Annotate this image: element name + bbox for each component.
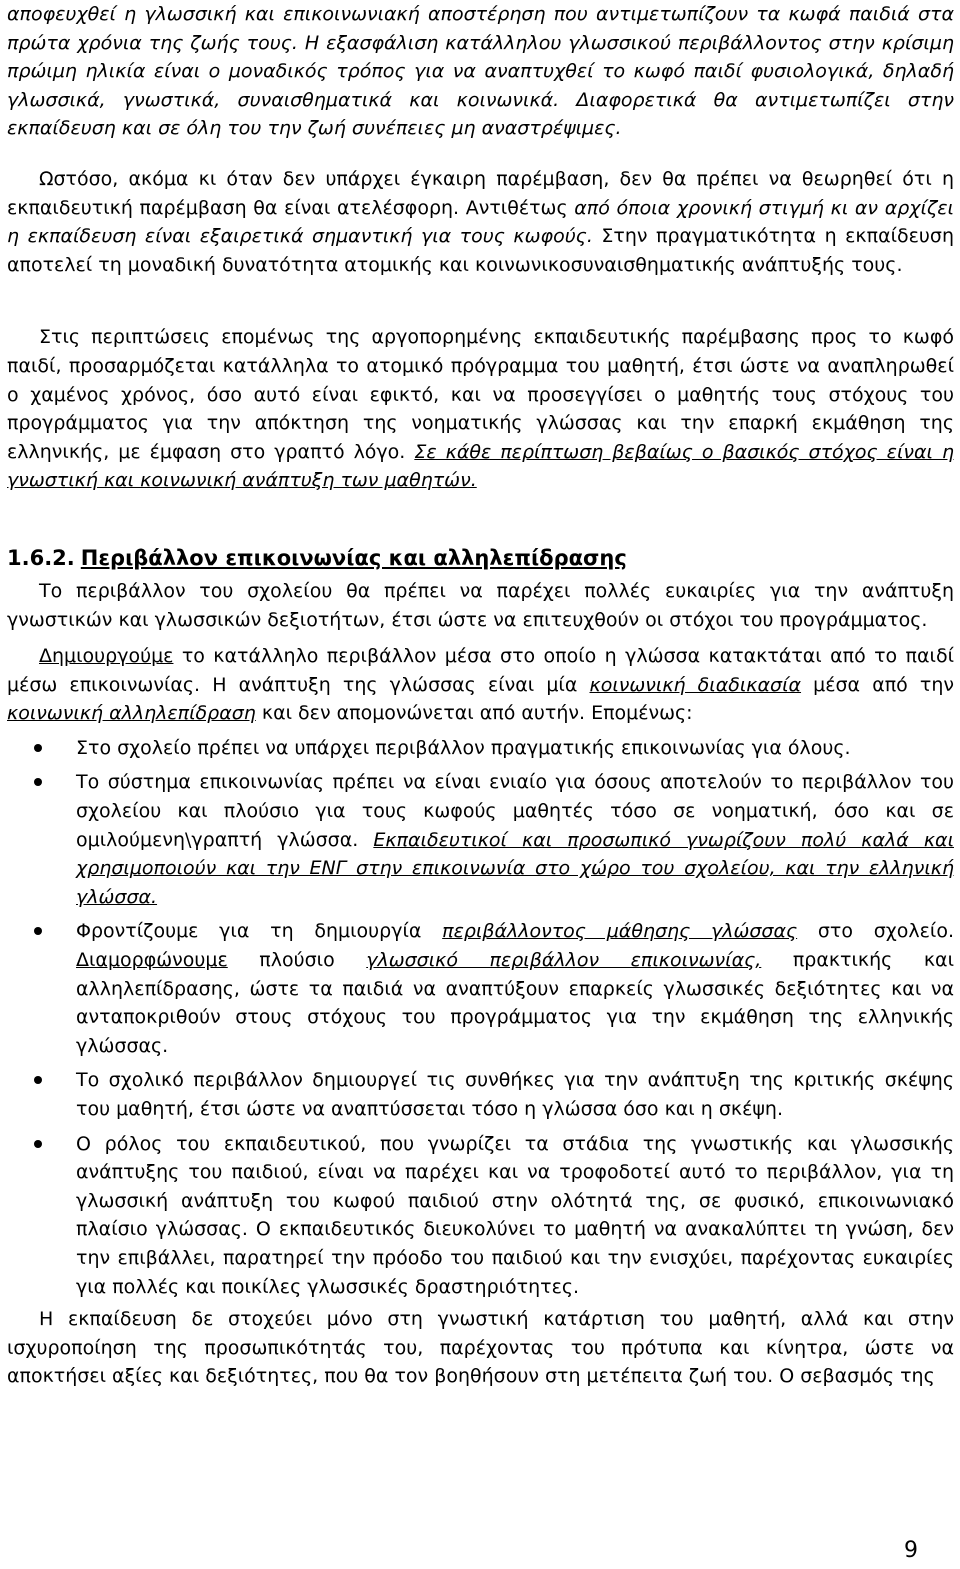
body-text: Το σχολικό περιβάλλον δημιουργεί τις συνθήκες για την ανάπτυξη της κριτικής σκέψης του μαθητή, έτσι ώστε να αναπτύσσεται τόσο η γλώσσα όσο και η σκέψη. (76, 1069, 954, 1120)
body-text: Το σύστημα επικοινωνίας πρέπει να είναι ενιαίο για όσους αποτελούν το περιβάλλον του σχολείου και πλούσιο για τους κωφούς μαθητές τόσο σε νοηματική, όσο και σε ομιλούμενη\γραπτή γλώσσα. (76, 771, 954, 851)
list-item (7, 917, 954, 1060)
body-text: Στην πραγματικότητα η εκπαίδευση αποτελεί τη μοναδική δυνατότητα ατομικής και κοινωνικοσυναισθηματικής ανάπτυξής τους. (7, 225, 954, 276)
section-heading (7, 543, 954, 573)
bullet-icon (34, 744, 42, 752)
bullet-icon (34, 1076, 42, 1084)
paragraph-intro (7, 0, 954, 143)
paragraph-intervention (7, 165, 954, 279)
paragraph-create-environment (7, 642, 954, 728)
paragraph-personality (7, 1305, 954, 1391)
section-number: 1.6.2. (7, 545, 75, 570)
body-text: στο σχολείο. (797, 920, 954, 943)
body-text: Η εκπαίδευση δε στοχεύει μόνο στη γνωστική κατάρτιση του μαθητή, αλλά και στην ισχυροποίηση της προσωπικότητάς του, παρέχοντας του πρότυπα και κίνητρα, ώστε να αποκτήσει αξίες και δεξιότητες, που θα τον βοηθήσουν στη μετέπειτα ζωή του. Ο σεβασμός της (7, 1308, 954, 1388)
list-item (7, 734, 954, 763)
underlined-text: Δημιουργούμε (39, 645, 174, 668)
body-text: Το περιβάλλον του σχολείου θα πρέπει να παρέχει πολλές ευκαιρίες για την ανάπτυξη γνωστικών και γλωσσικών δεξιοτήτων, έτσι ώστε να επιτευχθούν οι στόχοι του προγράμματος. (7, 579, 954, 631)
body-text: Φροντίζουμε για τη δημιουργία (76, 920, 443, 943)
page-number: 9 (904, 1538, 918, 1563)
bullet-icon (34, 1140, 42, 1148)
body-text: πλούσιο (227, 949, 367, 972)
paragraph-gap (7, 143, 954, 165)
underlined-emphasis-text: περιβάλλοντος μάθησης γλώσσας (442, 920, 798, 943)
underlined-emphasis-text: κοινωνική διαδικασία (589, 673, 802, 696)
body-text: και δεν απομονώνεται από αυτήν. Επομένως: (255, 702, 693, 725)
bullet-icon (34, 778, 42, 786)
body-text: Ο ρόλος του εκπαιδευτικού, που γνωρίζει τα στάδια της γνωστικής και γλωσσικής ανάπτυξης του παιδιού, είναι να παρέχει και να τροφοδοτεί αυτό το περιβάλλον, για τη γλωσσική ανάπτυξη του κωφού παιδιού στην ολότητά της, σε φυσικό, επικοινωνιακό πλαίσιο γλώσσας. Ο εκπαιδευτικός διευκολύνει το μαθητή να ανακαλύπτει τη γνώση, δεν την επιβάλλει, παρατηρεί την πρόοδο του παιδιού και την ενισχύει, παρέχοντας ευκαιρίες για πολλές και ποικίλες γλωσσικές δραστηριότητες. (76, 1132, 954, 1298)
list-item (7, 1130, 954, 1302)
underlined-emphasis-text: Εκπαιδευτικοί και προσωπικό γνωρίζουν πολύ καλά και χρησιμοποιούν και την ΕΝΓ στην επικοινωνία στο χώρο του σχολείου, και την ελληνική γλώσσα. (76, 828, 954, 908)
paragraph-school-environment (7, 577, 954, 634)
emphasis-text: από όποια χρονική στιγμή κι αν αρχίζει η εκπαίδευση είναι εξαιρετικά σημαντική για τους κωφούς. (7, 196, 954, 248)
paragraph-gap (7, 634, 954, 642)
section-title: Περιβάλλον επικοινωνίας και αλληλεπίδρασης (80, 545, 627, 570)
body-text: μέσα από την (801, 673, 954, 696)
underlined-emphasis-text: κοινωνική αλληλεπίδραση (7, 702, 256, 725)
paragraph-gap (7, 279, 954, 323)
body-text: το κατάλληλο περιβάλλον μέσα στο οποίο η γλώσσα κατακτάται από το παιδί μέσω επικοινωνίας. Η ανάπτυξη της γλώσσας είναι μία (7, 645, 954, 696)
body-text: Στο σχολείο πρέπει να υπάρχει περιβάλλον πραγματικής επικοινωνίας για όλους. (76, 736, 851, 759)
emphasis-text: αποφευχθεί η γλωσσική και επικοινωνιακή αποστέρηση που αντιμετωπίζουν τα κωφά παιδιά στα πρώτα χρόνια της ζωής τους. Η εξασφάλιση κατάλληλου γλωσσικού περιβάλλοντος στην κρίσιμη πρώιμη ηλικία είναι ο μοναδικός τρόπος για να αναπτυχθεί το κωφό παιδί φυσιολογικά, δηλαδή γλωσσικά, γνωστικά, συναισθηματικά και κοινωνικά. Διαφορετικά θα αντιμετωπίζει στην εκπαίδευση και σε όλη του την ζωή συνέπειες μη αναστρέψιμες. (7, 3, 954, 140)
section-gap (7, 495, 954, 539)
bullet-icon (34, 927, 42, 935)
bullet-list (7, 734, 954, 1301)
underlined-emphasis-text: Σε κάθε περίπτωση βεβαίως ο βασικός στόχος είναι η γνωστική και κοινωνική ανάπτυξη των μαθητών. (7, 440, 954, 492)
underlined-emphasis-text: γλωσσικό περιβάλλον επικοινωνίας, (366, 949, 762, 972)
list-item (7, 1066, 954, 1123)
paragraph-late-intervention (7, 323, 954, 495)
underlined-text: Διαμορφώνουμε (76, 949, 228, 972)
body-text: πρακτικής και αλληλεπίδρασης, ώστε τα παιδιά να αναπτύξουν επαρκείς γλωσσικές δεξιότητες και να ανταποκριθούν στους στόχους του προγράμματος για την εκμάθηση της ελληνικής γλώσσας. (76, 949, 954, 1057)
body-text: Στις περιπτώσεις επομένως της αργοπορημένης εκπαιδευτικής παρέμβασης προς το κωφό παιδί, προσαρμόζεται κατάλληλα το ατομικό πρόγραμμα του μαθητή, έτσι ώστε να αναπληρωθεί ο χαμένος χρόνος, όσο αυτό είναι εφικτό, και να προσεγγίσει ο μαθητής τους στόχους του προγράμματος για την απόκτηση της νοηματικής γλώσσας και την επαρκή εκμάθηση της ελληνικής, με έμφαση στο γραπτό λόγο. (7, 326, 954, 463)
list-item (7, 768, 954, 911)
body-text: Ωστόσο, ακόμα κι όταν δεν υπάρχει έγκαιρη παρέμβαση, δεν θα πρέπει να θεωρηθεί ότι η εκπαιδευτική παρέμβαση θα είναι ατελέσφορη. Αντιθέτως (7, 167, 954, 219)
